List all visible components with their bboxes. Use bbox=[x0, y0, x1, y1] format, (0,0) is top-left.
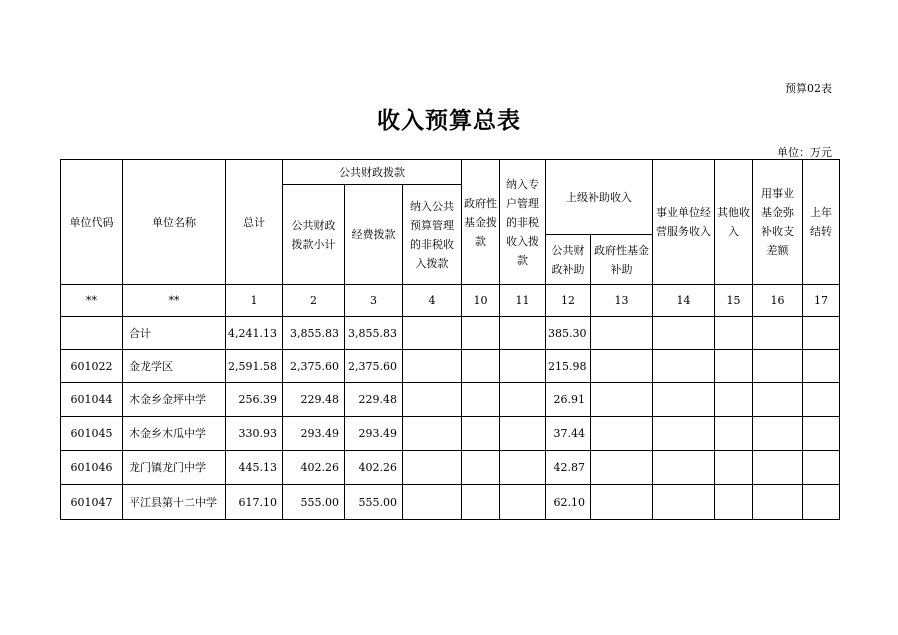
total-cell: 330.93 bbox=[226, 417, 283, 451]
empty-cell bbox=[715, 451, 753, 485]
empty-cell bbox=[803, 417, 840, 451]
unit-name-cell: 合计 bbox=[123, 317, 226, 350]
empty-cell bbox=[753, 350, 803, 383]
empty-cell bbox=[403, 451, 462, 485]
header-carryover: 上年结转 bbox=[803, 160, 840, 285]
subtotal-cell: 2,375.60 bbox=[283, 350, 345, 383]
header-unit-name: 单位名称 bbox=[123, 160, 226, 285]
table-row bbox=[61, 451, 840, 485]
header-public-fiscal-group: 公共财政拨款 bbox=[283, 160, 462, 185]
index-row bbox=[61, 285, 840, 317]
empty-cell bbox=[591, 485, 653, 520]
empty-cell bbox=[753, 485, 803, 520]
empty-cell bbox=[591, 383, 653, 417]
subtotal-cell: 229.48 bbox=[283, 383, 345, 417]
table-row bbox=[61, 383, 840, 417]
page-title: 收入预算总表 bbox=[377, 107, 521, 134]
unit-code-cell: 601044 bbox=[61, 383, 123, 417]
funds-cell: 402.26 bbox=[345, 451, 403, 485]
empty-cell bbox=[500, 350, 546, 383]
empty-cell bbox=[462, 350, 500, 383]
table-row bbox=[61, 485, 840, 520]
total-cell: 4,241.13 bbox=[226, 317, 283, 350]
empty-cell bbox=[591, 350, 653, 383]
unit-name-cell: 木金乡金坪中学 bbox=[123, 383, 226, 417]
empty-cell bbox=[500, 485, 546, 520]
funds-cell: 2,375.60 bbox=[345, 350, 403, 383]
empty-cell bbox=[591, 317, 653, 350]
empty-cell bbox=[715, 383, 753, 417]
empty-cell bbox=[653, 417, 715, 451]
empty-cell bbox=[715, 417, 753, 451]
table-row bbox=[61, 417, 840, 451]
header-total: 总计 bbox=[226, 160, 283, 285]
header-nontax-special: 纳入专户管理的非税收入拨款 bbox=[500, 160, 546, 285]
empty-cell bbox=[753, 417, 803, 451]
empty-cell bbox=[462, 451, 500, 485]
empty-cell bbox=[500, 383, 546, 417]
superior-public-cell: 62.10 bbox=[546, 485, 591, 520]
empty-cell bbox=[653, 451, 715, 485]
empty-cell bbox=[500, 417, 546, 451]
unit-code-cell: 601047 bbox=[61, 485, 123, 520]
unit-code-cell: 601045 bbox=[61, 417, 123, 451]
empty-cell bbox=[403, 417, 462, 451]
funds-cell: 3,855.83 bbox=[345, 317, 403, 350]
total-cell: 445.13 bbox=[226, 451, 283, 485]
empty-cell bbox=[803, 383, 840, 417]
total-cell: 2,591.58 bbox=[226, 350, 283, 383]
empty-cell bbox=[803, 485, 840, 520]
index-cell: 10 bbox=[462, 285, 500, 317]
empty-cell bbox=[500, 451, 546, 485]
empty-cell bbox=[803, 350, 840, 383]
unit-name-cell: 木金乡木瓜中学 bbox=[123, 417, 226, 451]
empty-cell bbox=[653, 350, 715, 383]
empty-cell bbox=[403, 350, 462, 383]
empty-cell bbox=[753, 451, 803, 485]
empty-cell bbox=[715, 350, 753, 383]
index-cell: 15 bbox=[715, 285, 753, 317]
empty-cell bbox=[462, 317, 500, 350]
empty-cell bbox=[803, 451, 840, 485]
empty-cell bbox=[715, 485, 753, 520]
header-unit-code: 单位代码 bbox=[61, 160, 123, 285]
subtotal-cell: 402.26 bbox=[283, 451, 345, 485]
index-cell: 1 bbox=[226, 285, 283, 317]
index-cell: 14 bbox=[653, 285, 715, 317]
table-row bbox=[61, 317, 840, 350]
header-business-income: 事业单位经营服务收入 bbox=[653, 160, 715, 285]
superior-public-cell: 37.44 bbox=[546, 417, 591, 451]
empty-cell bbox=[500, 317, 546, 350]
unit-name-cell: 平江县第十二中学 bbox=[123, 485, 226, 520]
table-row bbox=[61, 350, 840, 383]
unit-name-cell: 龙门镇龙门中学 bbox=[123, 451, 226, 485]
empty-cell bbox=[403, 317, 462, 350]
unit-code-cell bbox=[61, 317, 123, 350]
superior-public-cell: 385.30 bbox=[546, 317, 591, 350]
unit-code-cell: 601022 bbox=[61, 350, 123, 383]
unit-name-cell: 金龙学区 bbox=[123, 350, 226, 383]
index-cell: 12 bbox=[546, 285, 591, 317]
empty-cell bbox=[653, 383, 715, 417]
empty-cell bbox=[403, 485, 462, 520]
header-superior-gov-fund: 政府性基金补助 bbox=[591, 235, 653, 285]
header-fund-balance: 用事业基金弥补收支差额 bbox=[753, 160, 803, 285]
empty-cell bbox=[653, 485, 715, 520]
index-cell: 11 bbox=[500, 285, 546, 317]
index-cell: 16 bbox=[753, 285, 803, 317]
index-cell: ** bbox=[123, 285, 226, 317]
superior-public-cell: 26.91 bbox=[546, 383, 591, 417]
funds-cell: 229.48 bbox=[345, 383, 403, 417]
header-nontax-in-budget: 纳入公共预算管理的非税收入拨款 bbox=[403, 185, 462, 285]
total-cell: 256.39 bbox=[226, 383, 283, 417]
empty-cell bbox=[403, 383, 462, 417]
empty-cell bbox=[462, 383, 500, 417]
subtotal-cell: 293.49 bbox=[283, 417, 345, 451]
empty-cell bbox=[462, 485, 500, 520]
index-cell: 13 bbox=[591, 285, 653, 317]
form-code: 预算02表 bbox=[785, 82, 832, 95]
empty-cell bbox=[653, 317, 715, 350]
superior-public-cell: 42.87 bbox=[546, 451, 591, 485]
subtotal-cell: 555.00 bbox=[283, 485, 345, 520]
header-superior-public: 公共财政补助 bbox=[546, 235, 591, 285]
empty-cell bbox=[462, 417, 500, 451]
empty-cell bbox=[753, 317, 803, 350]
empty-cell bbox=[591, 417, 653, 451]
empty-cell bbox=[591, 451, 653, 485]
income-budget-table bbox=[60, 159, 840, 520]
funds-cell: 293.49 bbox=[345, 417, 403, 451]
empty-cell bbox=[803, 317, 840, 350]
header-gov-fund: 政府性基金拨款 bbox=[462, 160, 500, 285]
header-other-income: 其他收入 bbox=[715, 160, 753, 285]
unit-code-cell: 601046 bbox=[61, 451, 123, 485]
empty-cell bbox=[715, 317, 753, 350]
index-cell: 2 bbox=[283, 285, 345, 317]
header-public-fiscal-subtotal: 公共财政拨款小计 bbox=[283, 185, 345, 285]
header-superior-group: 上级补助收入 bbox=[546, 160, 653, 235]
superior-public-cell: 215.98 bbox=[546, 350, 591, 383]
unit-label: 单位：万元 bbox=[777, 146, 832, 159]
index-cell: ** bbox=[61, 285, 123, 317]
index-cell: 3 bbox=[345, 285, 403, 317]
funds-cell: 555.00 bbox=[345, 485, 403, 520]
empty-cell bbox=[753, 383, 803, 417]
total-cell: 617.10 bbox=[226, 485, 283, 520]
index-cell: 4 bbox=[403, 285, 462, 317]
index-cell: 17 bbox=[803, 285, 840, 317]
subtotal-cell: 3,855.83 bbox=[283, 317, 345, 350]
header-operating-funds: 经费拨款 bbox=[345, 185, 403, 285]
